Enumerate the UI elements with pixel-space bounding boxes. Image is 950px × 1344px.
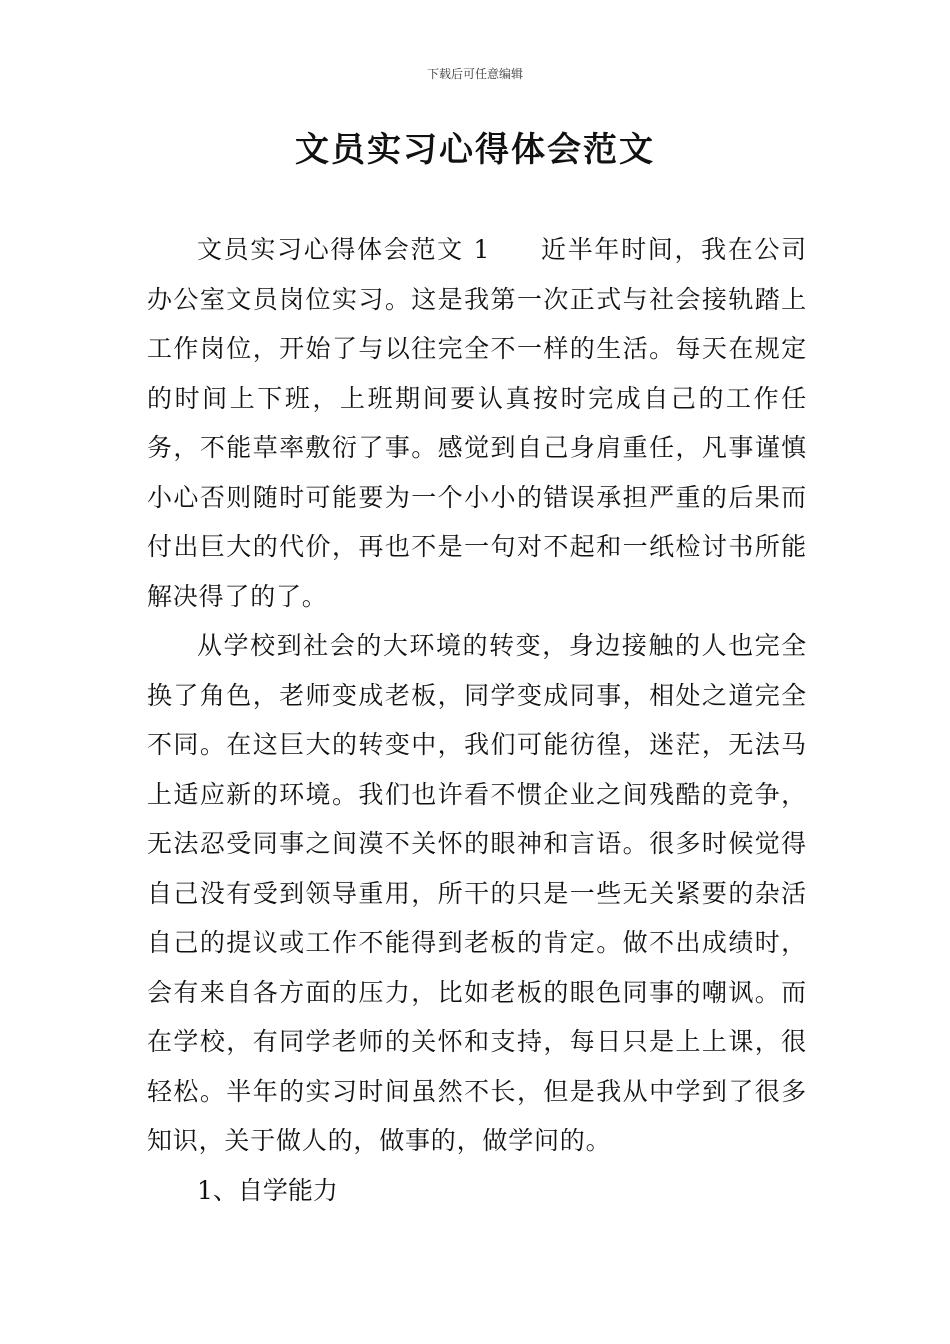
paragraph-2: 从学校到社会的大环境的转变，身边接触的人也完全换了角色，老师变成老板，同学变成同事，相处之道完全不同。在这巨大的转变中，我们可能彷徨，迷茫，无法马上适应新的环境。我们也许看不惯企业之间残酷的竞争，无法忍受同事之间漠不关怀的眼神和言语。很多时候觉得自己没有受到领导重用，所干的只是一些无关紧要的杂活自己的提议或工作不能得到老板的肯定。做不出成绩时，会有来自各方面的压力，比如老板的眼色同事的嘲讽。而在学校，有同学老师的关怀和支持，每日只是上上课，很轻松。半年的实习时间虽然不长，但是我从中学到了很多知识，关于做人的，做事的，做学问的。 [147,631,807,1155]
document-title: 文员实习心得体会范文 [295,130,655,170]
paragraph-1 [147,225,807,621]
paragraph-1-body: 近半年时间，我在公司办公室文员岗位实习。这是我第一次正式与社会接轨踏上工作岗位，开始了与以往完全不一样的生活。每天在规定的时间上下班，上班期间要认真按时完成自己的工作任务，不能草率敷衍了事。感觉到自己身肩重任，凡事谨慎小心否则随时可能要为一个小小的错误承担严重的后果而付出巨大的代价，再也不是一句对不起和一纸检讨书所能解决得了的了。 [147,235,807,611]
section-label: 文员实习心得体会范文 1 [197,235,491,264]
header-note: 下载后可任意编辑 [426,67,523,81]
subheading-self-study: 1、自学能力 [197,1175,338,1205]
document-body [147,225,807,1215]
